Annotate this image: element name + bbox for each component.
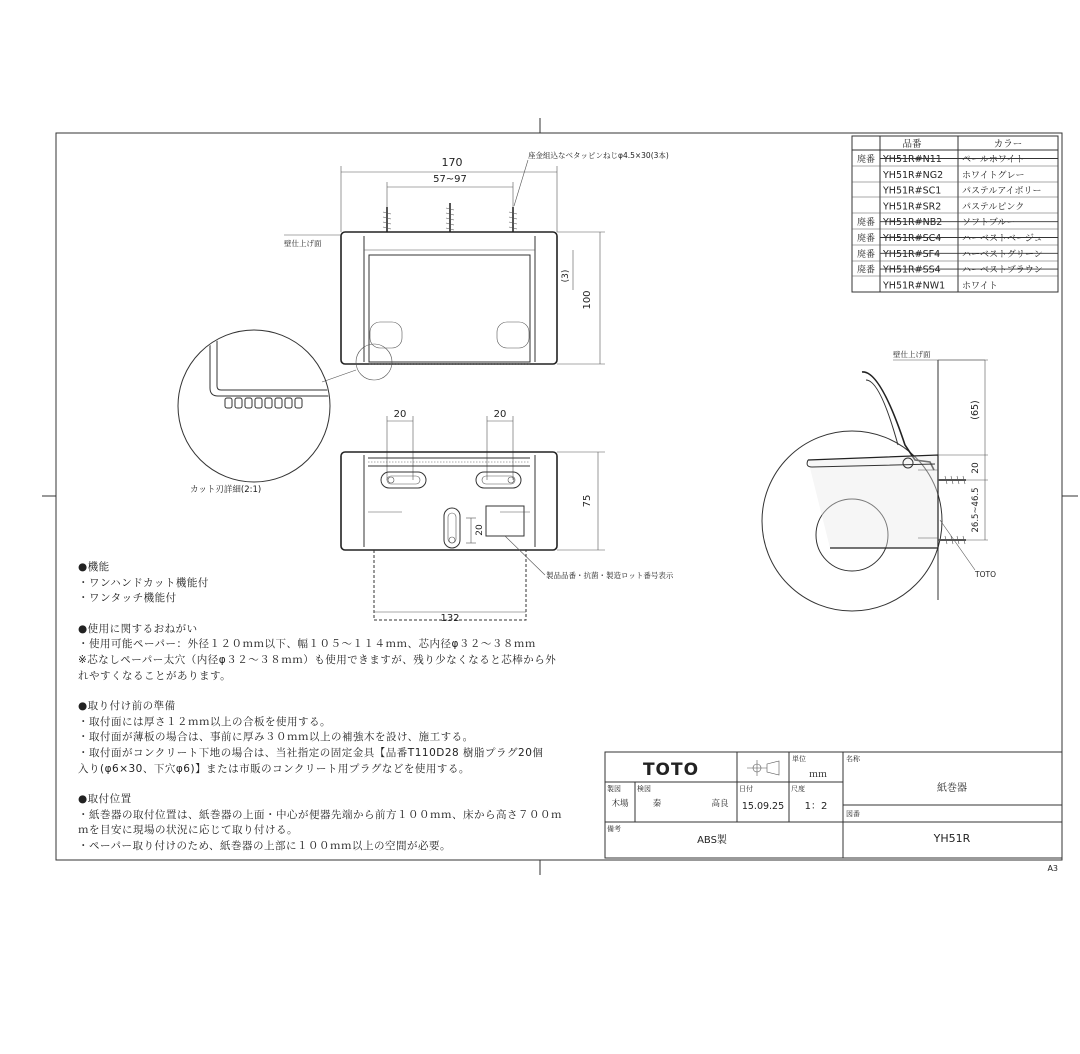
- toto-mark-label: TOTO: [975, 570, 996, 579]
- color-row-code: YH51R#SS4: [883, 264, 941, 276]
- drawing-number: YH51R: [933, 832, 971, 845]
- dim-height-front: 100: [582, 290, 593, 310]
- prep-item: ・取付面には厚さ１２ｍｍ以上の合板を使用する。: [78, 715, 331, 728]
- unit-value: ｍｍ: [808, 770, 828, 780]
- usage-item: ・使用可能ペーパー：外径１２０ｍｍ以下、幅１０５～１１４ｍｍ、芯内径φ３２～３８ｍｍ: [78, 638, 536, 651]
- color-table-header-code: 品番: [902, 139, 922, 150]
- front-view: [284, 150, 669, 382]
- color-table: [852, 136, 1058, 292]
- color-row-code: YH51R#NG2: [883, 169, 944, 181]
- color-row-code: YH51R#SR2: [883, 201, 942, 213]
- dim-side-20: 20: [971, 462, 981, 474]
- title-block: [605, 752, 1062, 873]
- dim-side-65: (65): [970, 400, 981, 420]
- features-title: ●機能: [78, 561, 110, 573]
- scale-label: 尺度: [791, 785, 805, 793]
- dim-bracket-span: 57~97: [433, 174, 467, 185]
- check-label: 検図: [637, 785, 651, 793]
- dim-bottom-width: 132: [440, 613, 460, 624]
- prep-item: 入り(φ6×30、下穴φ6)】または市販のコンクリート用プラグなどを使用する。: [78, 762, 470, 775]
- name-label: 名称: [846, 755, 860, 763]
- dim-gap: (3): [561, 269, 571, 283]
- dim-depth-top: 75: [582, 494, 593, 508]
- color-row-color: パステルピンク: [962, 202, 1025, 213]
- notes-section: [78, 560, 578, 855]
- usage-item: れやすくなることがあります。: [78, 669, 232, 682]
- product-label-note: 製品品番・抗菌・製造ロット番号表示: [546, 571, 674, 580]
- feature-item: ・ワンハンドカット機能付: [78, 576, 209, 589]
- made-by: 木場: [611, 799, 629, 809]
- color-row-color: ハーベストブラウン: [962, 265, 1043, 276]
- color-row-status: 廃番: [856, 249, 876, 260]
- position-item: ・紙巻器の取付位置は、紙巻器の上面・中心が便器先端から前方１００ｍｍ、床から高さ７００ｍ: [78, 808, 562, 821]
- color-row-status: 廃番: [856, 218, 876, 229]
- position-title: ●取付位置: [78, 793, 132, 806]
- brand-logo: TOTO: [642, 760, 700, 780]
- wall-surface-label-right: 壁仕上げ面: [893, 350, 931, 359]
- color-row-color: ホワイト: [962, 281, 998, 292]
- color-table-header-color: カラー: [993, 139, 1023, 150]
- cut-detail-view: [178, 330, 330, 495]
- color-row-code: YH51R#N11: [883, 154, 942, 165]
- holder-body-top: [341, 452, 557, 550]
- feature-item: ・ワンタッチ機能付: [78, 592, 177, 605]
- color-row-color: ペールホワイト: [962, 155, 1025, 165]
- made-label: 製図: [607, 785, 621, 793]
- prep-item: ・取付面がコンクリート下地の場合は、当社指定の固定金具【品番T110D28 樹脂プラグ20個: [78, 746, 544, 759]
- dim-width-total: 170: [441, 156, 463, 169]
- position-item: ｍを目安に現場の状況に応じて取り付ける。: [78, 824, 298, 837]
- cut-detail-label: カット刃詳細(2:1): [190, 485, 262, 495]
- position-item: ・ペーパー取り付けのため、紙巻器の上部に１００ｍｍ以上の空間が必要。: [78, 839, 452, 852]
- color-row-color: ハーベストベージュ: [962, 234, 1043, 244]
- checker-1: 秦: [652, 799, 662, 809]
- checker-2: 高良: [711, 799, 729, 809]
- wall-surface-label-left: 壁仕上げ面: [284, 239, 322, 248]
- dim-slot-right: 20: [493, 409, 507, 420]
- prep-title: ●取り付け前の準備: [78, 700, 176, 713]
- color-row-status: 廃番: [856, 234, 876, 244]
- sheet-size: A3: [1047, 864, 1058, 873]
- color-row-code: YH51R#SC1: [883, 185, 942, 197]
- scale-value: 1：2: [804, 801, 828, 812]
- color-row-color: ハーベストグリーン: [962, 249, 1043, 260]
- color-row-color: パステルアイボリー: [962, 186, 1042, 197]
- date-value: 15.09.25: [741, 801, 785, 812]
- color-row-status: 廃番: [856, 155, 876, 165]
- usage-title: ●使用に関するおねがい: [78, 622, 198, 635]
- color-row-code: YH51R#SF4: [883, 248, 941, 260]
- drawing-name: 紙巻器: [937, 783, 967, 794]
- color-row-color: ホワイトグレー: [962, 170, 1025, 181]
- color-row-color: ソフトブルー: [962, 218, 1016, 229]
- screw-icon: [383, 203, 517, 232]
- drawing-no-label: 図番: [846, 810, 860, 818]
- side-view: [762, 349, 996, 611]
- color-row-code: YH51R#NB2: [883, 217, 943, 229]
- dim-side-range: 26.5~46.5: [971, 487, 981, 533]
- prep-item: ・取付面が薄板の場合は、事前に厚み３０ｍｍ以上の補強木を設け、施工する。: [78, 731, 474, 744]
- dim-slot-vertical: 20: [475, 524, 485, 536]
- screw-note: 座金組込なべタッピンねじφ4.5×30(3本): [528, 151, 669, 160]
- date-label: 日付: [739, 785, 753, 793]
- color-row-status: 廃番: [856, 265, 876, 276]
- usage-item: ※芯なしペーパー太穴（内径φ３２～３８ｍｍ）も使用できますが、残り少なくなると芯棒から外: [78, 653, 557, 666]
- screw-side-icon: [938, 476, 966, 544]
- remarks-label: 備考: [607, 825, 621, 833]
- unit-label: 単位: [792, 755, 806, 763]
- projection-symbol-icon: [747, 760, 779, 776]
- remarks-value: ABS製: [697, 835, 727, 846]
- color-row-code: YH51R#SC4: [883, 233, 942, 244]
- color-row-code: YH51R#NW1: [883, 280, 946, 292]
- dim-slot-left: 20: [393, 409, 407, 420]
